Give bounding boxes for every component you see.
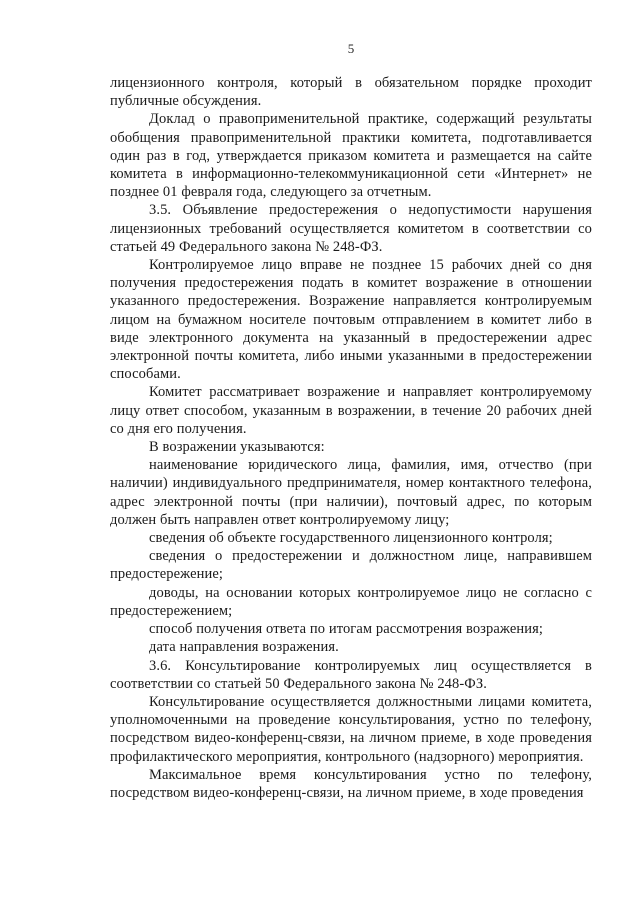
list-item-response-method: способ получения ответа по итогам рассмотрения возражения; <box>149 621 543 638</box>
paragraph-committee-response: Комитет рассматривает возражение и направляет контролируемому лицу ответ способом, указанным в возражении, в течение 20 рабочих дней со дня его получения. <box>110 384 592 437</box>
document-body <box>110 74 592 802</box>
list-item-object-info: сведения об объекте государственного лицензионного контроля; <box>149 530 553 547</box>
paragraph-consulting-officials: Консультирование осуществляется должностными лицами комитета, уполномоченными на проведение консультирования, устно по телефону, посредством видео-конференц-связи, на личном приеме, в ходе проведения профилактического мероприятия, контрольного (надзорного) мероприятия. <box>110 693 592 765</box>
paragraph-consulting-max-time: Максимальное время консультирования устно по телефону, посредством видео-конференц-связи, на личном приеме, в ходе проведения <box>110 766 592 801</box>
paragraph-continuation: лицензионного контроля, который в обязательном порядке проходит публичные обсуждения. <box>110 75 592 110</box>
paragraph-section-3-6: 3.6. Консультирование контролируемых лиц осуществляется в соответствии со статьей 50 Федерального закона № 248-ФЗ. <box>110 657 592 692</box>
paragraph-section-3-5: 3.5. Объявление предостережения о недопустимости нарушения лицензионных требований осуществляется комитетом в соответствии со статьей 49 Федерального закона № 248-ФЗ. <box>110 202 592 255</box>
paragraph-objection-right: Контролируемое лицо вправе не позднее 15 рабочих дней со дня получения предостережения подать в комитет возражение в отношении указанного предостережения. Возражение направляется контролируемым лицом на бумажном носителе почтовым отправлением в комитет либо в виде электронного документа на указанный в предостережении адрес электронной почты комитета, либо иными указанными в предостережении способами. <box>110 257 592 383</box>
list-item-arguments: доводы, на основании которых контролируемое лицо не согласно с предостережением; <box>110 584 592 619</box>
paragraph-objection-contents-intro: В возражении указываются: <box>149 439 325 456</box>
list-item-objection-date: дата направления возражения. <box>149 639 339 656</box>
list-item-name-details: наименование юридического лица, фамилия, имя, отчество (при наличии) индивидуального предпринимателя, номер контактного телефона, адрес электронной почты (при наличии), почтовый адрес, по которым должен быть направлен ответ контролируемому лицу; <box>110 457 592 528</box>
page-number: 5 <box>347 41 355 56</box>
list-item-warning-info: сведения о предостережении и должностном лице, направившем предостережение; <box>110 548 592 583</box>
paragraph-report: Доклад о правоприменительной практике, содержащий результаты обобщения правоприменительной практики комитета, подготавливается один раз в год, утверждается приказом комитета и размещается на сайте комитета в информационно-телекоммуникационной сети «Интернет» не позднее 01 февраля года, следующего за отчетным. <box>110 111 592 201</box>
